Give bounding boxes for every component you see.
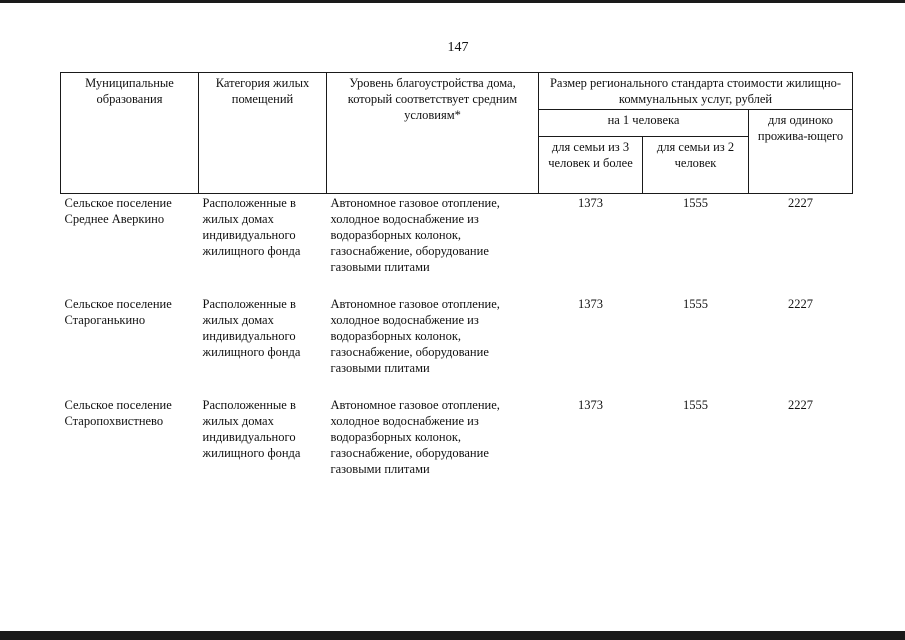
cell-category: Расположенные в жилых домах индивидуального жилищного фонда	[202, 297, 301, 359]
cell-municipality: Сельское поселение Староганькино	[64, 297, 172, 327]
cell-family-3: 1373	[578, 297, 603, 311]
table-header	[61, 73, 853, 194]
cell-single-resident: 2227	[788, 196, 813, 210]
cell-family-2: 1555	[683, 297, 708, 311]
cell-single-resident: 2227	[788, 297, 813, 311]
cell-improvement-level: Автономное газовое отопление, холодное водоснабжение из водоразборных колонок, газоснабжение, оборудование газовыми плитами	[330, 196, 500, 274]
cell-category: Расположенные в жилых домах индивидуального жилищного фонда	[202, 398, 301, 460]
header-family-3: для семьи из 3 человек и более	[539, 137, 643, 194]
header-regional-standard: Размер регионального стандарта стоимости жилищно-коммунальных услуг, рублей	[539, 73, 853, 110]
table-row	[61, 396, 853, 477]
cell-category: Расположенные в жилых домах индивидуального жилищного фонда	[202, 196, 301, 258]
table-row	[61, 194, 853, 296]
cell-family-2: 1555	[683, 196, 708, 210]
cell-single-resident: 2227	[788, 398, 813, 412]
page-number: 147	[447, 40, 469, 55]
cell-municipality: Сельское поселение Старопохвистнево	[64, 398, 172, 428]
cell-family-3: 1373	[578, 398, 603, 412]
scan-bottom-edge	[0, 631, 905, 640]
header-improvement-level: Уровень благоустройства дома, который соответствует средним условиям*	[327, 73, 539, 194]
header-category: Категория жилых помещений	[199, 73, 327, 194]
header-municipality: Муниципальные образования	[61, 73, 199, 194]
cell-improvement-level: Автономное газовое отопление, холодное водоснабжение из водоразборных колонок, газоснабжение, оборудование газовыми плитами	[330, 398, 500, 476]
header-per-person: на 1 человека	[539, 110, 749, 137]
cell-family-3: 1373	[578, 196, 603, 210]
cell-family-2: 1555	[683, 398, 708, 412]
header-family-2: для семьи из 2 человек	[643, 137, 749, 194]
scan-top-edge	[0, 0, 905, 3]
tariff-table	[60, 72, 853, 477]
table-row	[61, 295, 853, 396]
cell-municipality: Сельское поселение Среднее Аверкино	[64, 196, 172, 226]
cell-improvement-level: Автономное газовое отопление, холодное водоснабжение из водоразборных колонок, газоснабжение, оборудование газовыми плитами	[330, 297, 500, 375]
header-single-resident: для одиноко прожива-ющего	[749, 110, 853, 194]
table-body	[61, 194, 853, 478]
